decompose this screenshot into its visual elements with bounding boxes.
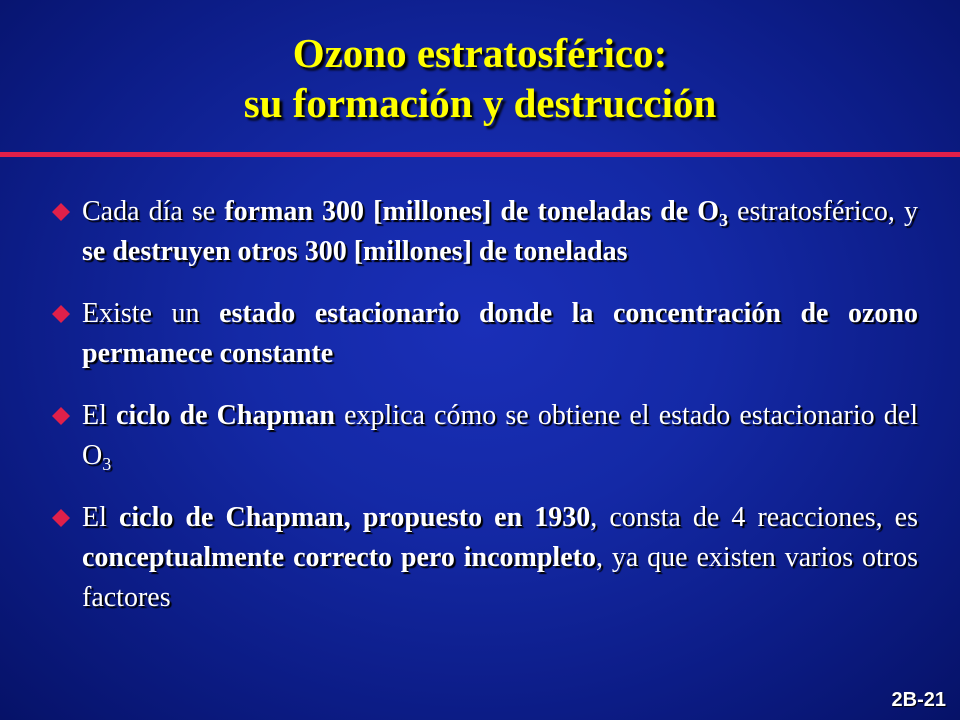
bullet-text: Existe un xyxy=(82,298,220,329)
bullet-item xyxy=(46,396,918,476)
bullet-bold-text: forman 300 [millones] de toneladas de O xyxy=(224,196,720,227)
subscript-text: 3 xyxy=(102,454,112,474)
bullet-bold-text: se destruyen otros 300 [millones] de toneladas xyxy=(82,236,628,267)
subscript-text: 3 xyxy=(719,210,729,230)
bullet-bold-text: estado estacionario donde la concentración de ozono permanece constante xyxy=(82,298,918,369)
bullet-list xyxy=(46,192,918,640)
bullet-text: , consta de 4 reacciones, es xyxy=(590,502,918,533)
bullet-bold-text: ciclo de Chapman xyxy=(116,400,335,431)
title-line-1: Ozono estratosférico: xyxy=(292,30,668,76)
slide-title xyxy=(0,28,960,128)
bullet-bold-text: conceptualmente correcto pero incompleto xyxy=(82,542,596,573)
bullet-text: Cada día se xyxy=(82,196,225,227)
bullet-text: explica cómo se obtiene el estado estacionario del O xyxy=(82,400,918,471)
slide-number: 2B-21 xyxy=(891,689,946,711)
bullet-item xyxy=(46,294,918,374)
bullet-text: El xyxy=(82,400,117,431)
diamond-bullet-icon xyxy=(50,507,72,529)
title-divider xyxy=(0,152,960,157)
bullet-item xyxy=(46,498,918,618)
bullet-item xyxy=(46,192,918,272)
bullet-text: , ya que existen varios otros factores xyxy=(82,542,919,613)
title-line-2: su formación y destrucción xyxy=(243,80,717,126)
diamond-bullet-icon xyxy=(50,201,72,223)
diamond-bullet-icon xyxy=(50,303,72,325)
bullet-bold-text: ciclo de Chapman, propuesto en 1930 xyxy=(118,502,591,533)
diamond-bullet-icon xyxy=(50,405,72,427)
bullet-text: El xyxy=(82,502,119,533)
bullet-text: estratosférico, y xyxy=(728,196,918,227)
